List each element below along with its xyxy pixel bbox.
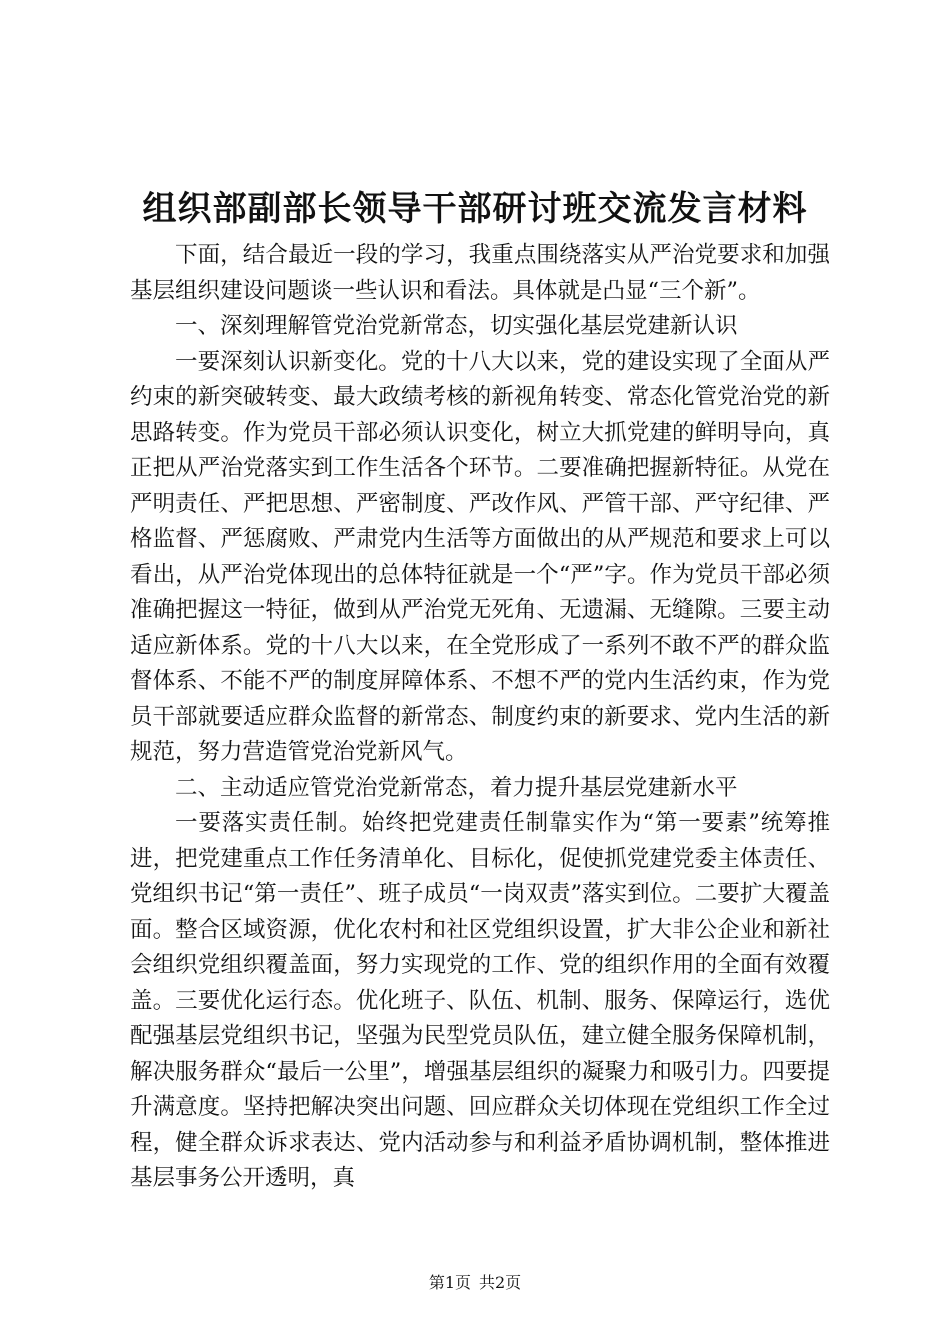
page-total: 共2页 [479, 1273, 522, 1292]
section-1-paragraph: 一要深刻认识新变化。党的十八大以来，党的建设实现了全面从严约束的新突破转变、最大政绩考核的新视角转变、常态化管党治党的新思路转变。作为党员干部必须认识变化，树立大抓党建的鲜明导向，真正把从严治党落实到工作生活各个环节。二要准确把握新特征。从党在严明责任、严把思想、严密制度、严改作风、严管干部、严守纪律、严格监督、严惩腐败、严肃党内生活等方面做出的从严规范和要求上可以看出，从严治党体现出的总体特征就是一个“严”字。作为党员干部必须准确把握这一特征，做到从严治党无死角、无遗漏、无缝隙。三要主动适应新体系。党的十八大以来，在全党形成了一系列不敢不严的群众监督体系、不能不严的制度屏障体系、不想不严的党内生活约束，作为党员干部就要适应群众监督的新常态、制度约束的新要求、党内生活的新规范，努力营造管党治党新风气。 [130, 348, 830, 765]
document-body [130, 238, 830, 1197]
section-1-heading: 一、深刻理解管党治党新常态，切实强化基层党建新认识 [175, 313, 738, 339]
section-2-heading: 二、主动适应管党治党新常态，着力提升基层党建新水平 [175, 774, 738, 801]
page-footer [0, 1272, 950, 1294]
document-title: 组织部副部长领导干部研讨班交流发言材料 [142, 189, 808, 229]
section-2-paragraph: 一要落实责任制。始终把党建责任制靠实作为“第一要素”统筹推进，把党建重点工作任务清单化、目标化，促使抓党建党委主体责任、党组织书记“第一责任”、班子成员“一岗双责”落实到位。二要扩大覆盖面。整合区域资源，优化农村和社区党组织设置，扩大非公企业和新社会组织党组织覆盖面，努力实现党的工作、党的组织作用的全面有效覆盖。三要优化运行态。优化班子、队伍、机制、服务、保障运行，选优配强基层党组织书记，坚强为民型党员队伍，建立健全服务保障机制，解决服务群众“最后一公里”，增强基层组织的凝聚力和吸引力。四要提升满意度。坚持把解决突出问题、回应群众关切体现在党组织工作全过程，健全群众诉求表达、党内活动参与和利益矛盾协调机制，整体推进基层事务公开透明，真 [130, 810, 830, 1191]
intro-paragraph: 下面，结合最近一段的学习，我重点围绕落实从严治党要求和加强基层组织建设问题谈一些认识和看法。具体就是凸显“三个新”。 [130, 242, 830, 304]
page-number: 第1页 [428, 1273, 471, 1292]
